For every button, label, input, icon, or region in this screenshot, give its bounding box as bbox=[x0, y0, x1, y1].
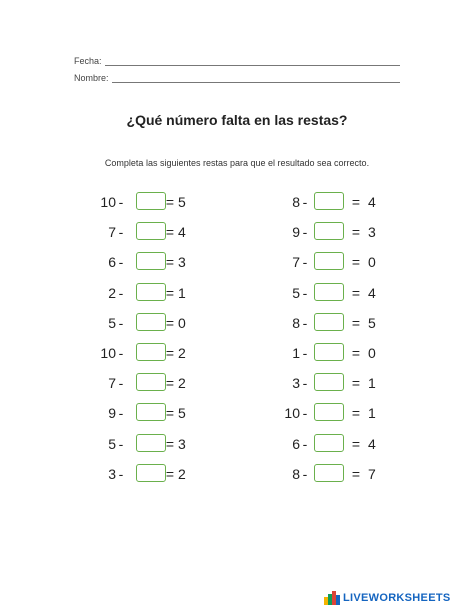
subtraction-problem bbox=[276, 192, 396, 212]
subtraction-problem bbox=[276, 403, 396, 423]
answer-input[interactable] bbox=[314, 283, 344, 301]
result-value: 0 bbox=[368, 254, 376, 271]
answer-input[interactable] bbox=[314, 403, 344, 421]
result-value: 3 bbox=[178, 435, 186, 452]
subtraction-problem bbox=[276, 373, 396, 393]
subtraction-problem bbox=[92, 313, 212, 333]
answer-input[interactable] bbox=[314, 252, 344, 270]
liveworksheets-logo-icon bbox=[324, 591, 340, 605]
minus-sign: - bbox=[118, 465, 124, 482]
minus-sign: - bbox=[302, 345, 308, 361]
result-value: 5 bbox=[368, 314, 376, 331]
fecha-label: Fecha: bbox=[74, 56, 102, 66]
answer-input[interactable] bbox=[314, 464, 344, 482]
equals-sign: = bbox=[351, 284, 361, 301]
minus-sign: - bbox=[118, 435, 124, 452]
logo-text: LIVEWORKSHEETS bbox=[343, 592, 451, 604]
result-value: 0 bbox=[178, 314, 186, 331]
minus-sign: - bbox=[302, 284, 308, 301]
equals-sign: = bbox=[165, 375, 175, 392]
result-value: 2 bbox=[178, 375, 186, 392]
subtraction-problem bbox=[92, 343, 212, 363]
answer-input[interactable] bbox=[314, 313, 344, 331]
answer-input[interactable] bbox=[136, 343, 166, 361]
minus-sign: - bbox=[302, 465, 308, 482]
answer-input[interactable] bbox=[136, 373, 166, 391]
subtraction-problem bbox=[92, 283, 212, 303]
minuend: 10 bbox=[284, 405, 300, 422]
minus-sign: - bbox=[118, 375, 124, 392]
equals-sign: = bbox=[351, 254, 361, 271]
minus-sign: - bbox=[302, 405, 308, 422]
subtraction-problem bbox=[92, 434, 212, 454]
equals-sign: = bbox=[351, 314, 361, 331]
minus-sign: - bbox=[302, 314, 308, 331]
nombre-row bbox=[74, 73, 400, 83]
result-value: 0 bbox=[368, 345, 376, 361]
minuend: 5 bbox=[108, 435, 116, 452]
minus-sign: - bbox=[118, 284, 124, 301]
minus-sign: - bbox=[302, 375, 308, 392]
minuend: 7 bbox=[108, 375, 116, 392]
minus-sign: - bbox=[118, 224, 124, 241]
minus-sign: - bbox=[302, 224, 308, 241]
minuend: 6 bbox=[292, 435, 300, 452]
answer-input[interactable] bbox=[136, 403, 166, 421]
equals-sign: = bbox=[351, 435, 361, 452]
subtraction-problem bbox=[92, 464, 212, 484]
worksheet-title: ¿Qué número falta en las restas? bbox=[126, 112, 348, 128]
equals-sign: = bbox=[165, 405, 175, 422]
subtraction-problem bbox=[92, 373, 212, 393]
result-value: 3 bbox=[178, 254, 186, 271]
result-value: 4 bbox=[368, 284, 376, 301]
answer-input[interactable] bbox=[136, 222, 166, 240]
minus-sign: - bbox=[302, 435, 308, 452]
minuend: 5 bbox=[292, 284, 300, 301]
minus-sign: - bbox=[118, 314, 124, 331]
equals-sign: = bbox=[351, 405, 361, 422]
equals-sign: = bbox=[351, 224, 361, 241]
equals-sign: = bbox=[165, 345, 175, 361]
result-value: 7 bbox=[368, 465, 376, 482]
result-value: 5 bbox=[178, 194, 186, 210]
answer-input[interactable] bbox=[136, 252, 166, 270]
answer-input[interactable] bbox=[136, 283, 166, 301]
answer-input[interactable] bbox=[136, 192, 166, 210]
fecha-line bbox=[105, 57, 400, 66]
subtraction-problem bbox=[276, 222, 396, 242]
answer-input[interactable] bbox=[314, 373, 344, 391]
subtraction-problem bbox=[276, 283, 396, 303]
minus-sign: - bbox=[118, 405, 124, 422]
answer-input[interactable] bbox=[314, 343, 344, 361]
minuend: 3 bbox=[108, 465, 116, 482]
equals-sign: = bbox=[351, 465, 361, 482]
answer-input[interactable] bbox=[136, 434, 166, 452]
fecha-row bbox=[74, 56, 400, 66]
minuend: 10 bbox=[100, 194, 116, 210]
answer-input[interactable] bbox=[136, 464, 166, 482]
minuend: 8 bbox=[292, 465, 300, 482]
minuend: 8 bbox=[292, 314, 300, 331]
equals-sign: = bbox=[165, 465, 175, 482]
minuend: 5 bbox=[108, 314, 116, 331]
instructions-text: Completa las siguientes restas para que el resultado sea correcto. bbox=[104, 158, 370, 168]
result-value: 1 bbox=[178, 284, 186, 301]
subtraction-problem bbox=[276, 464, 396, 484]
result-value: 1 bbox=[368, 375, 376, 392]
minus-sign: - bbox=[118, 194, 124, 210]
subtraction-problem bbox=[92, 252, 212, 272]
equals-sign: = bbox=[351, 345, 361, 361]
nombre-line bbox=[112, 74, 400, 83]
result-value: 1 bbox=[368, 405, 376, 422]
answer-input[interactable] bbox=[314, 222, 344, 240]
equals-sign: = bbox=[165, 284, 175, 301]
result-value: 2 bbox=[178, 345, 186, 361]
subtraction-problem bbox=[92, 403, 212, 423]
answer-input[interactable] bbox=[136, 313, 166, 331]
subtraction-problem bbox=[92, 192, 212, 212]
minuend: 7 bbox=[292, 254, 300, 271]
equals-sign: = bbox=[165, 435, 175, 452]
minuend: 9 bbox=[108, 405, 116, 422]
subtraction-problem bbox=[276, 252, 396, 272]
result-value: 5 bbox=[178, 405, 186, 422]
minuend: 2 bbox=[108, 284, 116, 301]
equals-sign: = bbox=[165, 224, 175, 241]
nombre-label: Nombre: bbox=[74, 73, 109, 83]
minuend: 6 bbox=[108, 254, 116, 271]
result-value: 4 bbox=[368, 194, 376, 210]
result-value: 4 bbox=[178, 224, 186, 241]
minus-sign: - bbox=[302, 194, 308, 210]
minuend: 10 bbox=[100, 345, 116, 361]
minuend: 7 bbox=[108, 224, 116, 241]
equals-sign: = bbox=[165, 254, 175, 271]
subtraction-problem bbox=[92, 222, 212, 242]
minus-sign: - bbox=[118, 254, 124, 271]
minuend: 3 bbox=[292, 375, 300, 392]
liveworksheets-logo bbox=[324, 590, 451, 606]
minuend: 8 bbox=[292, 194, 300, 210]
equals-sign: = bbox=[351, 375, 361, 392]
equals-sign: = bbox=[165, 314, 175, 331]
answer-input[interactable] bbox=[314, 192, 344, 210]
minuend: 1 bbox=[292, 345, 300, 361]
answer-input[interactable] bbox=[314, 434, 344, 452]
subtraction-problem bbox=[276, 313, 396, 333]
subtraction-problem bbox=[276, 343, 396, 363]
result-value: 4 bbox=[368, 435, 376, 452]
equals-sign: = bbox=[351, 194, 361, 210]
result-value: 3 bbox=[368, 224, 376, 241]
minus-sign: - bbox=[118, 345, 124, 361]
minuend: 9 bbox=[292, 224, 300, 241]
result-value: 2 bbox=[178, 465, 186, 482]
equals-sign: = bbox=[165, 194, 175, 210]
subtraction-problem bbox=[276, 434, 396, 454]
minus-sign: - bbox=[302, 254, 308, 271]
